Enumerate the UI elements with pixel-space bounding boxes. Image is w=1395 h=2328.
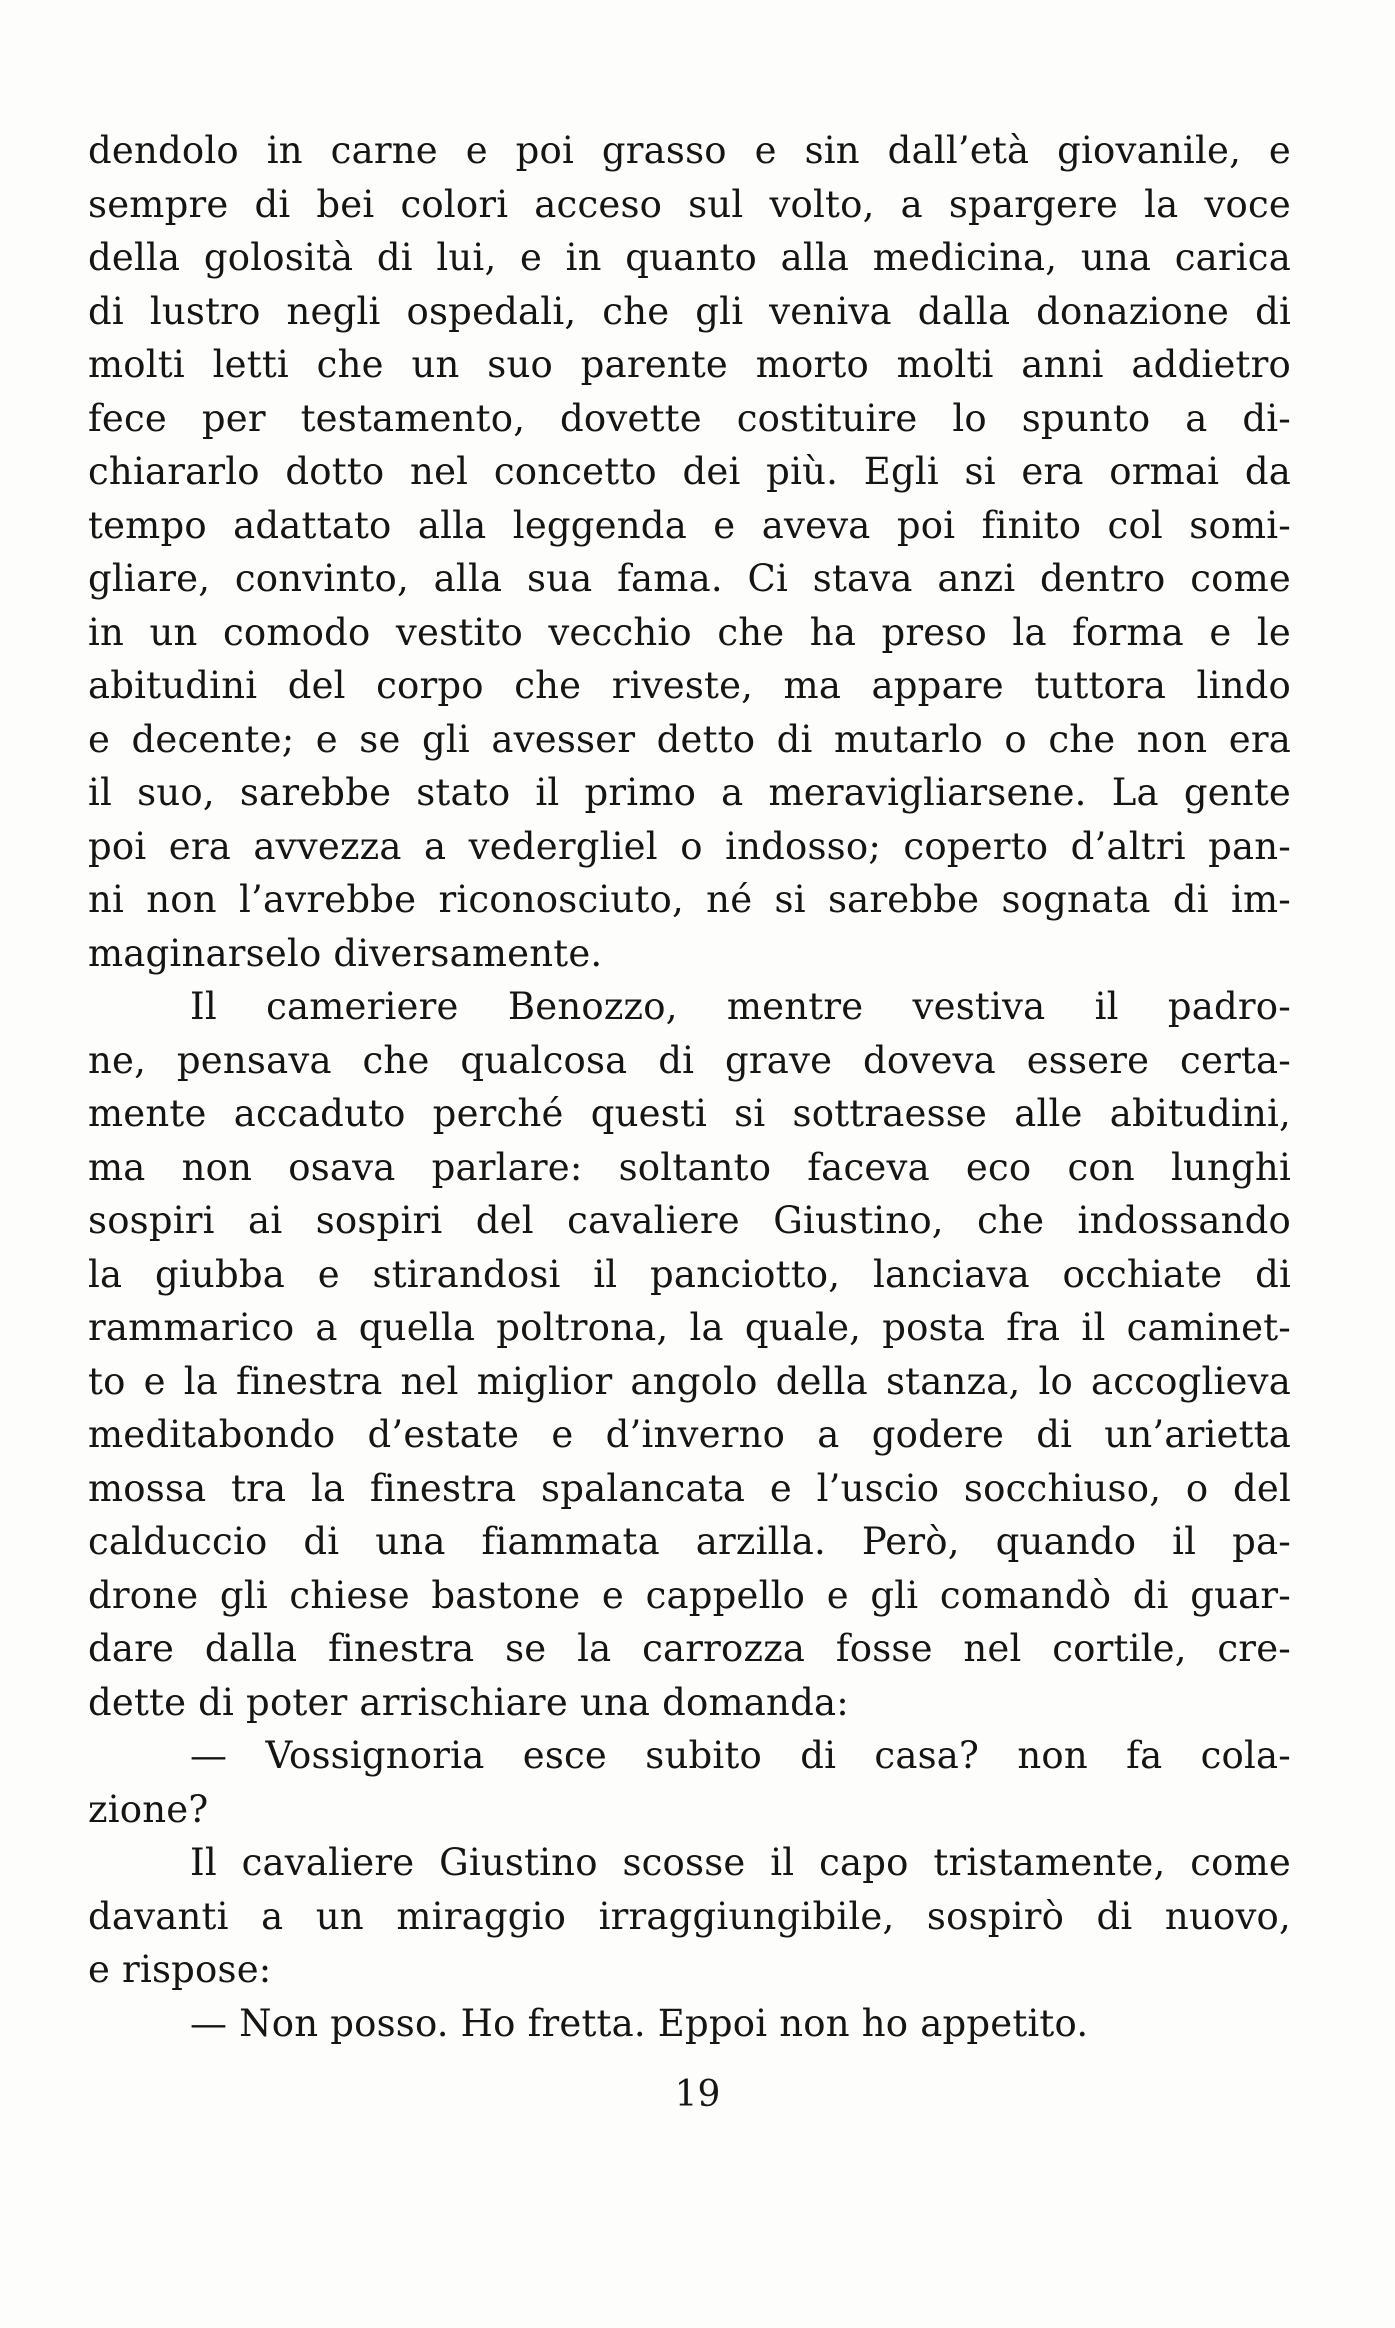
text-line: dendolo in carne e poi grasso e sin dall’età giovanile, e bbox=[88, 129, 1291, 172]
text-line: poi era avvezza a vedergliel o indosso; coperto d’altri pan- bbox=[88, 824, 1291, 868]
text-line: sospiri ai sospiri del cavaliere Giustino, che indossando bbox=[88, 1199, 1291, 1242]
body-text bbox=[88, 124, 1291, 2050]
text-line: ma non osava parlare: soltanto faceva eco con lunghi bbox=[88, 1145, 1291, 1189]
text-line: il suo, sarebbe stato il primo a meravigliarsene. La gente bbox=[88, 771, 1291, 814]
dialogue-line: — Non posso. Ho fretta. Eppoi non ho appetito. bbox=[190, 2001, 1089, 2045]
text-line: chiararlo dotto nel concetto dei più. Egli si era ormai da bbox=[88, 450, 1291, 493]
page-number: 19 bbox=[674, 2074, 721, 2115]
text-line: drone gli chiese bastone e cappello e gli comandò di guar- bbox=[88, 1573, 1291, 1617]
text-line: fece per testamento, dovette costituire lo spunto a di- bbox=[88, 396, 1291, 440]
text-line: davanti a un miraggio irraggiungibile, sospirò di nuovo, bbox=[88, 1894, 1291, 1938]
text-line: tempo adattato alla leggenda e aveva poi finito col somi- bbox=[88, 503, 1291, 547]
text-line: maginarselo diversamente. bbox=[88, 931, 603, 975]
paragraph-start-line: Il cameriere Benozzo, mentre vestiva il padro- bbox=[190, 985, 1291, 1028]
text-line: e decente; e se gli avesser detto di mutarlo o che non era bbox=[88, 717, 1291, 761]
text-line: rammarico a quella poltrona, la quale, posta fra il caminet- bbox=[88, 1306, 1291, 1349]
text-line: mente accaduto perché questi si sottraesse alle abitudini, bbox=[88, 1092, 1291, 1135]
text-line: dare dalla finestra se la carrozza fosse nel cortile, cre- bbox=[88, 1627, 1291, 1670]
dialogue-line: — Vossignoria esce subito di casa? non fa cola- bbox=[190, 1734, 1291, 1777]
text-line: mossa tra la finestra spalancata e l’uscio socchiuso, o del bbox=[88, 1466, 1291, 1510]
text-line: molti letti che un suo parente morto molti anni addietro bbox=[88, 343, 1291, 386]
text-line: calduccio di una fiammata arzilla. Però, quando il pa- bbox=[88, 1520, 1291, 1563]
text-line: e rispose: bbox=[88, 1948, 272, 1991]
text-line: dette di poter arrischiare una domanda: bbox=[88, 1680, 849, 1724]
text-line: della golosità di lui, e in quanto alla medicina, una carica bbox=[88, 236, 1291, 279]
text-line: ni non l’avrebbe riconosciuto, né si sarebbe sognata di im- bbox=[88, 878, 1291, 921]
text-line: gliare, convinto, alla sua fama. Ci stava anzi dentro come bbox=[88, 557, 1291, 600]
text-line: di lustro negli ospedali, che gli veniva dalla donazione di bbox=[88, 289, 1291, 333]
text-line: zione? bbox=[88, 1787, 209, 1831]
text-line: la giubba e stirandosi il panciotto, lanciava occhiate di bbox=[88, 1252, 1291, 1296]
text-line: abitudini del corpo che riveste, ma appare tuttora lindo bbox=[88, 664, 1291, 707]
text-line: sempre di bei colori acceso sul volto, a spargere la voce bbox=[88, 182, 1291, 226]
text-line: meditabondo d’estate e d’inverno a godere di un’arietta bbox=[88, 1413, 1291, 1456]
text-line: in un comodo vestito vecchio che ha preso la forma e le bbox=[88, 610, 1291, 654]
text-line: to e la finestra nel miglior angolo della stanza, lo accoglieva bbox=[88, 1359, 1291, 1403]
paragraph-start-line: Il cavaliere Giustino scosse il capo tristamente, come bbox=[190, 1841, 1291, 1884]
text-line: ne, pensava che qualcosa di grave doveva essere certa- bbox=[88, 1038, 1291, 1082]
